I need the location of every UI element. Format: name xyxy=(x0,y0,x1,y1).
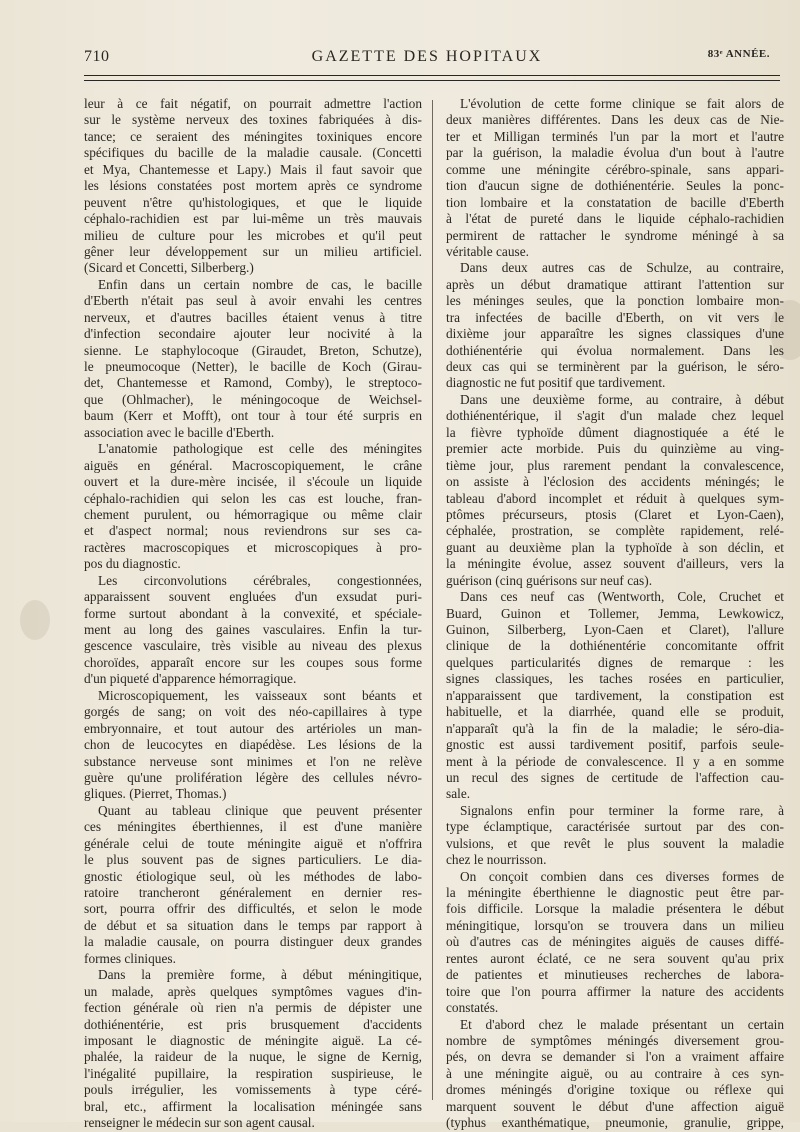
right-column xyxy=(446,96,784,1132)
text-line: formes cliniques. xyxy=(84,950,176,966)
text-line: sur le système nerveux des toxines fabriquées à dis- xyxy=(84,112,422,128)
text-line: gorgés de sang; on voit des néo-capillaires à type xyxy=(84,704,422,720)
text-line: (Sicard et Concetti, Silberberg.) xyxy=(84,260,254,276)
text-line: Et d'abord chez le malade présentant un certain xyxy=(460,1016,784,1032)
text-line: gescence vasculaire, très visible au niveau des plexus xyxy=(84,638,422,654)
text-line: nombre de symptômes méningés diversement grou- xyxy=(446,1032,784,1048)
text-line: ractères macroscopiques et microscopiques à pro- xyxy=(84,539,422,555)
text-line: embryonnaire, et tout autour des artérioles un man- xyxy=(84,720,422,736)
text-line: tableau d'abord incomplet et réduit à quelques sym- xyxy=(446,490,784,506)
text-line: céphalo-rachidien qui selon les cas est louche, fran- xyxy=(84,490,422,506)
text-line: (typhus exanthématique, pneumonie, granulie, grippe, xyxy=(446,1115,784,1131)
text-line: imposant le diagnostic de méningite aiguë. La cé- xyxy=(84,1032,422,1048)
text-line: rentes auront éclaté, ce ne sera souvent qu'au prix xyxy=(446,950,784,966)
text-line: on assiste à l'éclosion des accidents méningés; le xyxy=(446,474,784,490)
text-line: type éclamptique, caractérisée surtout par des con- xyxy=(446,819,784,835)
text-line: diagnostic ne fut positif que tardivement. xyxy=(446,375,666,391)
page-header xyxy=(84,48,770,74)
text-line: ces méningites éberthiennes, il est d'une manière xyxy=(84,819,422,835)
text-line: sienne. Le staphylocoque (Giraudet, Breton, Schutze), xyxy=(84,342,422,358)
text-line: apparaissent souvent engluées d'un exsudat puri- xyxy=(84,589,422,605)
text-line: sale. xyxy=(446,786,471,802)
text-line: renseigner le médecin sur son agent causal. xyxy=(84,1115,315,1131)
text-line: gnostic est aussi tardivement positif, parfois seule- xyxy=(446,737,784,753)
text-line: Buard, Guinon et Tollemer, Jemma, Lewkowicz, xyxy=(446,605,784,621)
text-line: Signalons enfin pour terminer la forme rare, à xyxy=(460,802,784,818)
text-line: marquent souvent le début d'une affection aiguë xyxy=(446,1098,784,1114)
text-line: gêner leur développement sur un milieu artificiel. xyxy=(84,243,422,259)
text-line: permirent de rattacher le syndrome méningé à sa xyxy=(446,227,784,243)
journal-title: GAZETTE DES HOPITAUX xyxy=(311,48,543,65)
text-line: association avec le bacille d'Eberth. xyxy=(84,424,275,440)
text-line: aiguës en général. Macroscopiquement, le crâne xyxy=(84,457,422,473)
text-line: d'infection secondaire ajouter leur nocivité à la xyxy=(84,326,422,342)
text-line: vulsions, et que revêt le plus souvent la maladie xyxy=(446,835,784,851)
text-line: d'Eberth n'était pas seul à avoir envahi les centres xyxy=(84,293,422,309)
text-line: deux manières différentes. Dans les deux cas de Nie- xyxy=(446,112,784,128)
text-line: tième jour, plus rarement pendant la convalescence, xyxy=(446,457,784,473)
text-line: Quant au tableau clinique que peuvent présenter xyxy=(98,802,422,818)
text-line: méningitique, lorsqu'on se trouvera dans un milieu xyxy=(446,917,784,933)
text-line: habituelle, et la diarrhée, quand elle se produit, xyxy=(446,704,784,720)
text-line: gliques. (Pierret, Thomas.) xyxy=(84,786,227,802)
text-line: sort, pourra offrir des difficultés, et selon le mode xyxy=(84,901,422,917)
text-line: On conçoit combien dans ces diverses formes de xyxy=(460,868,784,884)
text-line: dothiénentérie qui évolua normalement. Dans les xyxy=(446,342,784,358)
text-line: phalée, la raideur de la nuque, le signe de Kernig, xyxy=(84,1049,422,1065)
text-line: fection générale où rien n'a permis de dépister une xyxy=(84,1000,422,1016)
text-line: baum (Kerr et Mofft), ont tour à tour été surpris en xyxy=(84,408,422,424)
text-line: Dans la première forme, à début méningitique, xyxy=(98,967,422,983)
text-line: la méningite éberthienne le diagnostic peut être par- xyxy=(446,885,784,900)
text-line: nerveux, et d'autres bacilles étaient venus à titre xyxy=(84,309,422,325)
text-line: céphalo-rachidien est par lui-même un très mauvais xyxy=(84,211,422,227)
text-line: la maladie causale, on pourra distinguer deux grandes xyxy=(84,934,422,950)
text-line: à une méningite aiguë, ou au contraire à ces syn- xyxy=(446,1065,784,1081)
text-line: où d'autres cas de méningites aiguës de causes diffé- xyxy=(446,934,784,950)
text-line: les lésions constatées post mortem après ce syndrome xyxy=(84,178,422,194)
text-line: substance nerveuse sont minimes et l'on ne relève xyxy=(84,753,422,769)
text-line: spécifiques du bacille de la maladie causale. (Concetti xyxy=(84,145,422,161)
text-line: après un début dramatique attirant l'attention sur xyxy=(446,276,784,292)
text-line: tion lombaire et la constatation de bacille d'Eberth xyxy=(446,194,784,210)
text-line: premier acte morbide. Puis du quinzième au ving- xyxy=(446,441,784,457)
text-line: générale celui de toute méningite aiguë et n'offrira xyxy=(84,835,422,851)
text-line: dromes méningés d'origine toxique ou réflexe qui xyxy=(446,1082,784,1098)
text-line: et d'aspect normal; nous reviendrons sur ses ca- xyxy=(84,523,422,539)
text-line: la méningite évolue, assez souvent d'ailleurs, vers la xyxy=(446,556,784,572)
text-line: un recul des signes de certitude de l'affection cau- xyxy=(446,769,784,785)
text-line: milieu de culture pour les microbes et qu'il peut xyxy=(84,227,422,243)
text-line: bral, etc., affirment la localisation méningée sans xyxy=(84,1098,422,1114)
text-line: guérison (cinq guérisons sur neuf cas). xyxy=(446,572,653,588)
text-line: véritable cause. xyxy=(446,243,529,259)
text-line: chon de leucocytes en diapédèse. Les lésions de la xyxy=(84,737,422,753)
text-line: Enfin dans un certain nombre de cas, le bacille xyxy=(98,276,422,292)
text-line: comme une méningite cérébro-spinale, sans appari- xyxy=(446,161,784,177)
text-line: chez le nourrisson. xyxy=(446,852,547,868)
text-line: d'un piqueté d'apparence hémorragique. xyxy=(84,671,297,687)
text-line: ouvert et la dure-mère incisée, il s'écoule un liquide xyxy=(84,474,422,490)
text-line: ment au long des gaines vasculaires. Enfin la tur- xyxy=(84,622,422,637)
text-line: Dans ces neuf cas (Wentworth, Cole, Cruchet et xyxy=(460,589,784,605)
text-line: un malade, après quelques symptômes vagues d'in- xyxy=(84,983,422,999)
text-line: chement purulent, ou hémorragique ou même clair xyxy=(84,506,422,522)
text-line: l'inégalité pupillaire, la respiration suspirieuse, le xyxy=(84,1065,422,1081)
text-line: pouls irrégulier, les vomissements à type céré- xyxy=(84,1082,422,1098)
text-line: forme surtout abondant à la convexité, et spéciale- xyxy=(84,605,422,621)
text-line: les méninges seules, que la ponction lombaire mon- xyxy=(446,293,784,309)
text-line: ratoire trancheront généralement en dernier res- xyxy=(84,885,422,900)
page-number: 710 xyxy=(84,48,110,65)
text-line: dothiénentérie, est pris brusquement d'accidents xyxy=(84,1016,422,1032)
text-line: n'apparaissent que tardivement, la constipation est xyxy=(446,687,784,703)
text-line: peuvent n'être qu'histologiques, et que le liquide xyxy=(84,194,422,210)
text-line: ter et Milligan terminés l'un par la mort et l'autre xyxy=(446,128,784,144)
text-line: guant au deuxième plan la typhoïde à son déclin, et xyxy=(446,539,784,555)
text-line: céphalée, prostration, se complète rapidement, relé- xyxy=(446,523,784,539)
text-line: de patientes et minutieuses recherches de labora- xyxy=(446,967,784,983)
text-line: gnostic étiologique seul, où les méthodes de labo- xyxy=(84,868,422,884)
text-line: tion d'aucun signe de dothiénentérie. Seules la ponc- xyxy=(446,178,784,194)
text-line: leur à ce fait négatif, on pourrait admettre l'action xyxy=(84,96,422,111)
text-line: dothiénentérique, il s'agit d'un malade chez lequel xyxy=(446,408,784,424)
header-rule-thin xyxy=(84,80,780,81)
text-line: Microscopiquement, les vaisseaux sont béants et xyxy=(98,687,422,703)
text-line: guère qu'une prolifération légère des cellules névro- xyxy=(84,769,422,785)
text-line: L'anatomie pathologique est celle des méningites xyxy=(98,441,422,457)
text-line: deux cas qui se terminèrent par la guérison, le séro- xyxy=(446,359,784,374)
text-line: tra infectées de bacille d'Eberth, on vit vers le xyxy=(446,309,784,325)
text-line: à l'état de pureté dans le liquide céphalo-rachidien xyxy=(446,211,784,227)
year-label: 83ᵉ ANNÉE. xyxy=(707,48,770,60)
text-line: le plus souvent pas de signes particuliers. Le dia- xyxy=(84,852,422,868)
text-line: Dans une deuxième forme, au contraire, à début xyxy=(460,391,784,407)
text-line: n'apparaît qu'à la fin de la maladie; le séro-dia- xyxy=(446,720,784,736)
text-line: L'évolution de cette forme clinique se fait alors de xyxy=(460,96,784,111)
text-line: dixième jour apparaître les signes classiques d'une xyxy=(446,326,784,342)
text-line: signes classiques, les taches rosées en particulier, xyxy=(446,671,784,687)
text-line: choroïdes, apparaît encore sur les coupes sous forme xyxy=(84,654,422,670)
text-line: toire que l'on pourra affirmer la nature des accidents xyxy=(446,983,784,999)
text-line: par la guérison, la maladie évolua d'un bout à l'autre xyxy=(446,145,784,161)
text-line: de début et sa situation dans le temps par rapport à xyxy=(84,917,422,933)
text-line: pos du diagnostic. xyxy=(84,556,181,572)
text-line: constatés. xyxy=(446,1000,499,1016)
header-rule xyxy=(84,75,780,76)
text-line: det, Chantemesse et Ramond, Comby), le streptoco- xyxy=(84,375,422,391)
text-line: ment à la période de convalescence. Il y a en somme xyxy=(446,753,784,769)
text-line: que (Ohlmacher), le méningocoque de Weichsel- xyxy=(84,391,422,407)
left-column xyxy=(84,96,422,1132)
text-line: fois difficile. Lorsque la maladie présentera le début xyxy=(446,901,784,917)
text-line: Les circonvolutions cérébrales, congestionnées, xyxy=(98,572,422,588)
text-line: Guinon, Silberberg, Lyon-Caen et Claret), l'allure xyxy=(446,622,784,637)
text-line: la fièvre typhoïde dûment diagnostiquée a été le xyxy=(446,424,784,440)
text-line: ptômes précurseurs, ptosis (Claret et Lyon-Caen), xyxy=(446,506,784,522)
column-divider xyxy=(432,100,433,1100)
text-line: le pneumocoque (Netter), le bacille de Koch (Girau- xyxy=(84,359,422,374)
text-line: quelques particularités dignes de remarque : les xyxy=(446,654,784,670)
text-line: Dans deux autres cas de Schulze, au contraire, xyxy=(460,260,784,276)
text-line: et Mya, Chantemesse et Lapy.) Mais il faut savoir que xyxy=(84,161,422,177)
text-line: clinique de la dothiénentérie concomitante offrit xyxy=(446,638,784,654)
text-line: tance; ce seraient des méningites toxiniques encore xyxy=(84,128,422,144)
text-line: pés, on devra se demander si l'on a vraiment affaire xyxy=(446,1049,784,1065)
